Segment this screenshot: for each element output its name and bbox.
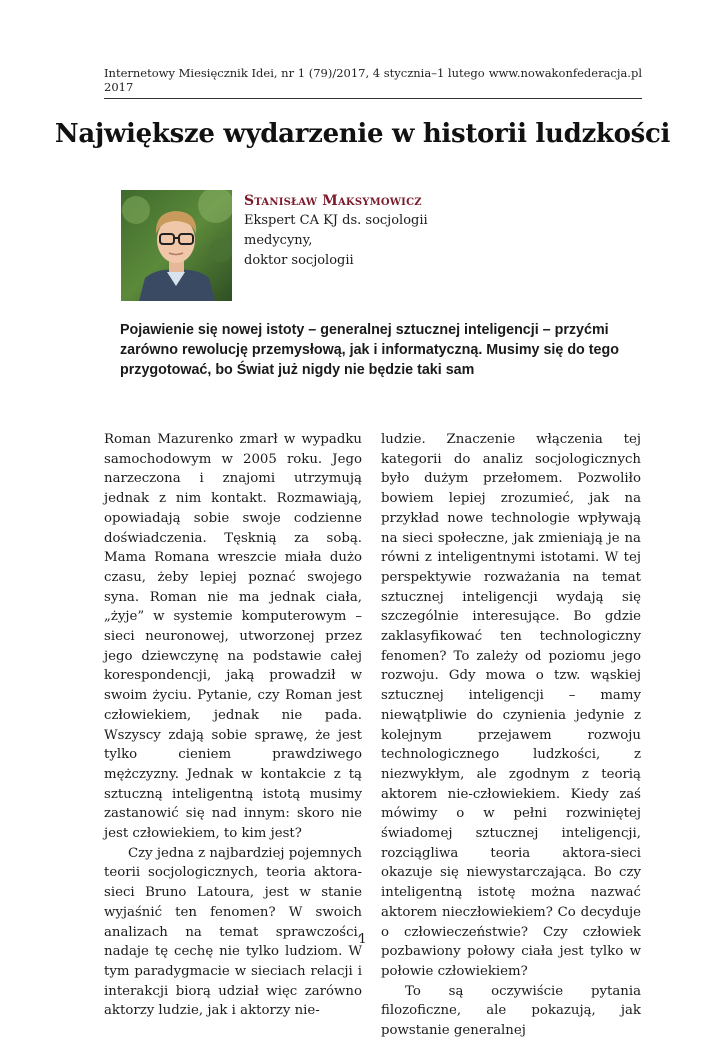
article-lead: Pojawienie się nowej istoty – generalnej sztucznej inteligencji – przyćmi zarówno rewolucję przemysłową, jak i informatyczną. Musimy się do tego przygotować, bo Świat już nigdy nie będzie taki sam xyxy=(120,322,619,378)
author-role-line-2: doktor socjologii xyxy=(244,253,354,268)
paragraph: Roman Mazurenko zmarł w wypadku samochodowym w 2005 roku. Jego narzeczona i znajomi utrzymują jednak z nim kontakt. Rozmawiają, opowiadają sobie swoje codzienne doświadczenia. Tęsknią za sobą. Mama Romana wreszcie miała dużo czasu, żeby lepiej poznać swojego syna. Roman nie ma jednak ciała, „żyje” w systemie komputerowym – sieci neuronowej, utworzonej przez jego dziewczynę na podstawie całej korespondencji, jaką prowadził w swoim życiu. Pytanie, czy Roman jest człowiekiem, jednak nie pada. Wszyscy zdają sobie sprawę, że jest tylko cieniem prawdziwego mężczyzny. Jednak w kontakcie z tą sztuczną inteligentną istotą musimy zastanowić się nad innym: skoro nie jest człowiekiem, to kim jest? xyxy=(104,432,362,842)
author-photo xyxy=(121,190,232,301)
article-title: Największe wydarzenie w historii ludzkości xyxy=(54,119,671,149)
author-role xyxy=(244,211,494,271)
paragraph: To są oczywiście pytania filozoficzne, ale pokazują, jak powstanie generalnej xyxy=(381,983,641,1039)
author-role-line-1: Ekspert CA KJ ds. socjologii medycyny, xyxy=(244,213,428,248)
running-header xyxy=(104,66,642,99)
journal-info: Internetowy Miesięcznik Idei, nr 1 (79)/2017, 4 stycznia–1 lutego 2017 xyxy=(104,66,485,94)
paragraph: ludzie. Znaczenie włączenia tej kategorii do analiz socjologicznych było dużym przełomem. Pozwoliło bowiem lepiej zrozumieć, jak na przykład nowe technologie wpływają na sieci społeczne, jak zmieniają je na równi z inteligentnymi istotami. W tej perspektywie rozważania na temat sztucznej inteligencji wydają się szczególnie interesujące. Bo gdzie zaklasyfikować ten technologiczny fenomen? To zależy od poziomu jego rozwoju. Gdy mowa o tzw. wąskiej sztucznej inteligencji – mamy niewątpliwie do czynienia jedynie z kolejnym przejawem rozwoju technologicznego ludzkości, z niezwykłym, ale zgodnym z teorią aktorem nie-człowiekiem. Kiedy zaś mówimy o w pełni rozwiniętej świadomej sztucznej inteligencji, rozciągliwa teoria aktora-sieci okazuje się niewystarczająca. Bo czy inteligentną istotę można nazwać aktorem nieczłowiekiem? Co decyduje o człowieczeństwie? Czy człowiek pozbawiony połowy ciała jest tylko w połowie człowiekiem? xyxy=(381,432,641,979)
website-url[interactable]: www.nowakonfederacja.pl xyxy=(488,66,642,80)
paragraph: Czy jedna z najbardziej pojemnych teorii socjologicznych, teoria aktora-sieci Bruno Latoura, jest w stanie wyjaśnić ten fenomen? W swoich analizach na temat sprawczości, nadaje tę cechę nie tylko ludziom. W tym paradygmacie w sieciach relacji i interakcji biorą udział więc zarówno aktorzy ludzie, jak i aktorzy nie- xyxy=(104,845,362,1019)
author-block xyxy=(244,193,494,271)
author-name: Stanisław Maksymowicz xyxy=(244,193,422,209)
page-number: 1 xyxy=(358,932,367,947)
author-portrait-image xyxy=(121,190,232,301)
text-column-right xyxy=(381,430,641,1041)
